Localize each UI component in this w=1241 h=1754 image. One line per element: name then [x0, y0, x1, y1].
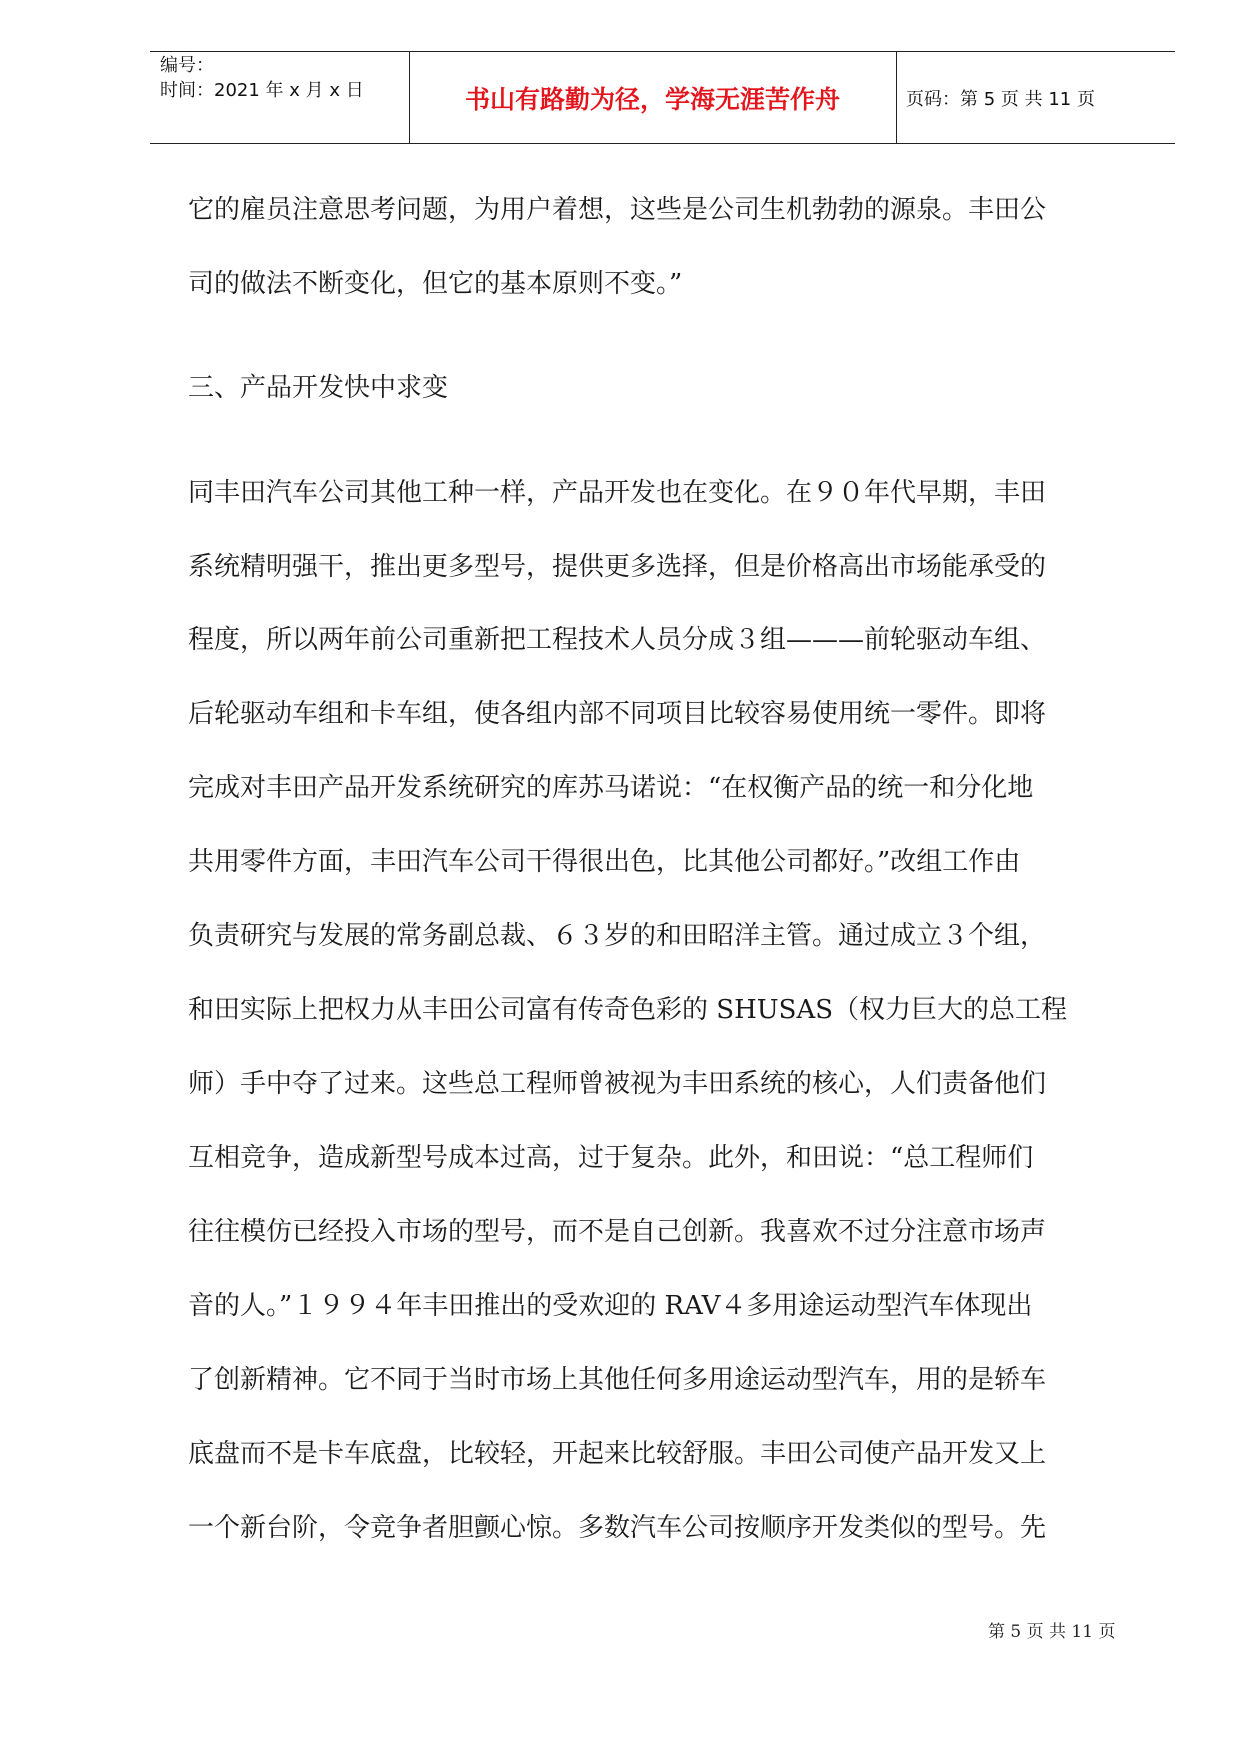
header-motto: 书山有路勤为径，学海无涯苦作舟 [464, 84, 840, 114]
body-line: 程度，所以两年前公司重新把工程技术人员分成３组———前轮驱动车组、 [188, 625, 1047, 655]
header-page-label: 页码：第 5 页 共 11 页 [906, 89, 1095, 110]
body-line: 一个新台阶，令竞争者胆颤心惊。多数汽车公司按顺序开发类似的型号。先 [188, 1513, 1047, 1543]
header-divider-right [896, 51, 897, 144]
header-time-label: 时间：2021 年 x 月 x 日 [160, 80, 364, 101]
body-line: 完成对丰田产品开发系统研究的库苏马诺说：“在权衡产品的统一和分化地 [188, 773, 1034, 803]
body-line: 负责研究与发展的常务副总裁、６３岁的和田昭洋主管。通过成立３个组， [188, 921, 1047, 951]
body-line: 和田实际上把权力从丰田公司富有传奇色彩的 SHUSAS（权力巨大的总工程 [188, 995, 1068, 1025]
body-line: 底盘而不是卡车底盘，比较轻，开起来比较舒服。丰田公司使产品开发又上 [188, 1439, 1047, 1469]
body-line: 往往模仿已经投入市场的型号，而不是自己创新。我喜欢不过分注意市场声 [188, 1217, 1047, 1247]
body-line: 它的雇员注意思考问题，为用户着想，这些是公司生机勃勃的源泉。丰田公 [188, 195, 1047, 225]
body-line: 互相竞争，造成新型号成本过高，过于复杂。此外，和田说：“总工程师们 [188, 1143, 1034, 1173]
body-line: 了创新精神。它不同于当时市场上其他任何多用途运动型汽车，用的是轿车 [188, 1365, 1047, 1395]
header-number-label: 编号： [160, 55, 214, 76]
body-line: 师）手中夺了过来。这些总工程师曾被视为丰田系统的核心，人们责备他们 [188, 1069, 1047, 1099]
page-header [150, 51, 1175, 144]
body-line: 同丰田汽车公司其他工种一样，产品开发也在变化。在９０年代早期，丰田 [188, 478, 1047, 508]
body-line: 后轮驱动车组和卡车组，使各组内部不同项目比较容易使用统一零件。即将 [188, 699, 1047, 729]
header-meta [160, 53, 364, 103]
section-heading: 三、产品开发快中求变 [188, 373, 449, 403]
body-line: 司的做法不断变化，但它的基本原则不变。” [188, 269, 683, 299]
body-line: 音的人。”１９９４年丰田推出的受欢迎的 RAV４多用途运动型汽车体现出 [188, 1291, 1033, 1321]
body-line: 系统精明强干，推出更多型号，提供更多选择，但是价格高出市场能承受的 [188, 552, 1047, 582]
page-footer: 第 5 页 共 11 页 [988, 1622, 1116, 1642]
body-line: 共用零件方面，丰田汽车公司干得很出色，比其他公司都好。”改组工作由 [188, 847, 1021, 877]
